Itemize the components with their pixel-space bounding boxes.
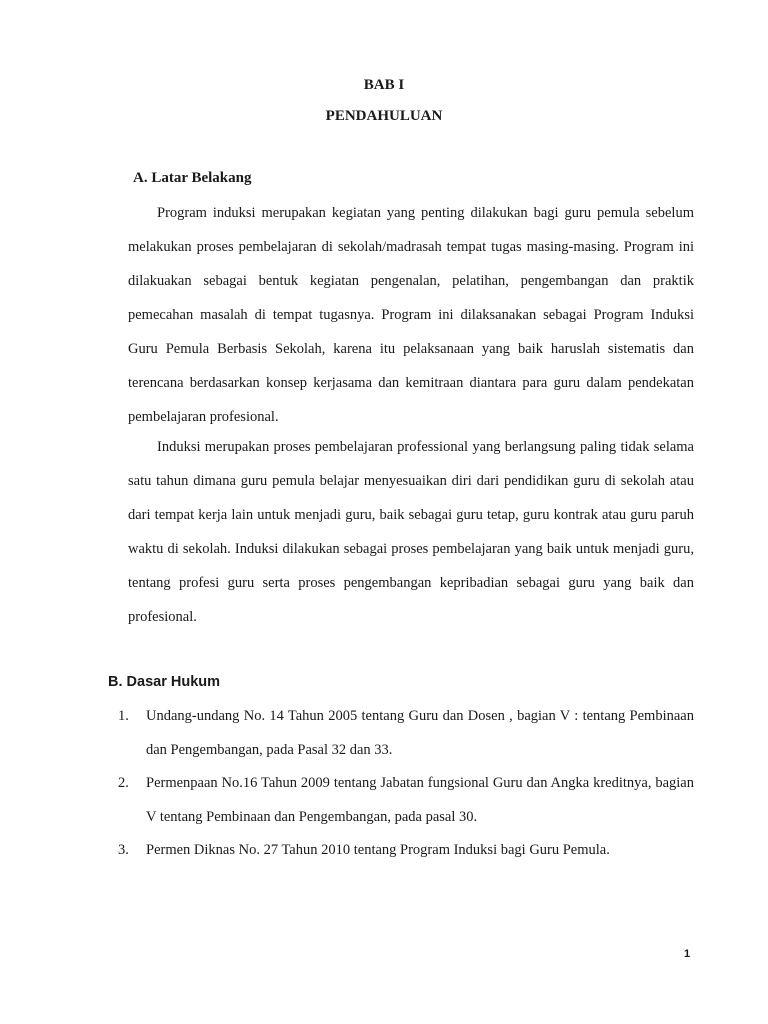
chapter-title: PENDAHULUAN	[325, 108, 443, 124]
list-item-text: Permenpaan No.16 Tahun 2009 tentang Jabatan fungsional Guru dan Angka kreditnya, bagian V tentang Pembinaan dan Pengembangan, pada pasal 30.	[146, 775, 694, 825]
list-item	[118, 767, 694, 834]
section-a-paragraph-2: Induksi merupakan proses pembelajaran professional yang berlangsung paling tidak selama satu tahun dimana guru pemula belajar menyesuaikan diri dari pendidikan guru di sekolah atau dari tempat kerja lain untuk menjadi guru, baik sebagai guru tetap, guru kontrak atau guru paruh waktu di sekolah. Induksi dilakukan sebagai proses pembelajaran yang baik untuk menjadi guru, tentang profesi guru serta proses pengembangan kepribadian sebagai guru yang baik dan profesional.	[128, 439, 694, 625]
page-number: 1	[684, 948, 691, 960]
legal-basis-list	[118, 700, 694, 868]
section-a-heading: A. Latar Belakang	[133, 170, 252, 186]
list-item	[118, 834, 694, 868]
list-item-text: Undang-undang No. 14 Tahun 2005 tentang Guru dan Dosen , bagian V : tentang Pembinaan dan Pengembangan, pada Pasal 32 dan 33.	[146, 708, 694, 758]
list-item	[118, 700, 694, 767]
section-b-heading: B. Dasar Hukum	[108, 674, 221, 690]
chapter-number: BAB I	[363, 77, 405, 93]
section-a-paragraph-1: Program induksi merupakan kegiatan yang penting dilakukan bagi guru pemula sebelum melakukan proses pembelajaran di sekolah/madrasah tempat tugas masing-masing. Program ini dilakuakan sebagai bentuk kegiatan pengenalan, pelatihan, pengembangan dan praktik pemecahan masalah di tempat tugasnya. Program ini dilaksanakan sebagai Program Induksi Guru Pemula Berbasis Sekolah, karena itu pelaksanaan yang baik haruslah sistematis dan terencana berdasarkan konsep kerjasama dan kemitraan diantara para guru dalam pendekatan pembelajaran profesional.	[128, 205, 694, 425]
list-item-text: Permen Diknas No. 27 Tahun 2010 tentang Program Induksi bagi Guru Pemula.	[146, 842, 610, 858]
list-item-number: 1.	[118, 708, 129, 724]
list-item-number: 3.	[118, 842, 129, 858]
list-item-number: 2.	[118, 775, 129, 791]
